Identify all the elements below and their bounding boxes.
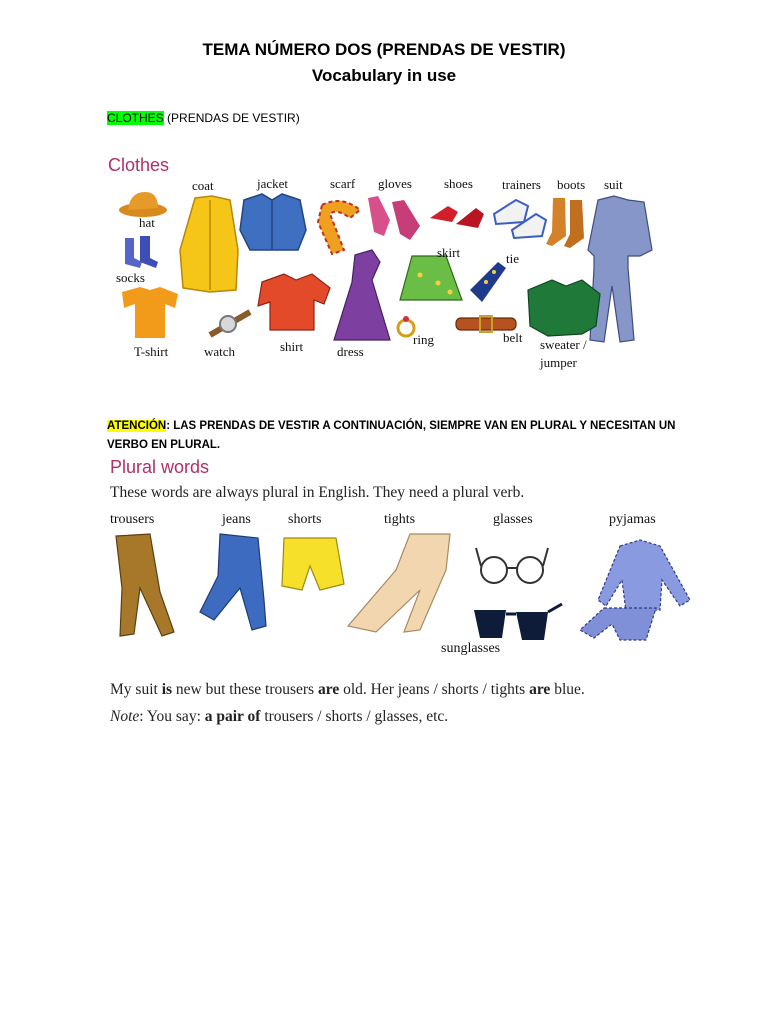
label-glasses: glasses: [493, 512, 533, 527]
clothes-highlight: CLOTHES: [107, 111, 164, 125]
label-pyjamas: pyjamas: [609, 512, 656, 527]
attention-line-2: VERBO EN PLURAL.: [107, 439, 221, 451]
label-watch: watch: [204, 344, 236, 359]
page-title: TEMA NÚMERO DOS (PRENDAS DE VESTIR): [202, 40, 566, 59]
label-trainers: trainers: [502, 177, 541, 192]
label-coat: coat: [192, 178, 214, 193]
label-sunglasses: sunglasses: [441, 641, 501, 656]
page-subtitle: Vocabulary in use: [311, 66, 457, 85]
label-scarf: scarf: [330, 176, 356, 191]
attention-highlight: ATENCIÓN: [107, 420, 167, 432]
trousers-illustration: [116, 534, 174, 636]
clothes-panel-title: Clothes: [108, 155, 170, 175]
pyjamas-illustration: [580, 540, 690, 640]
glasses-illustration: [476, 548, 548, 583]
label-shoes: shoes: [444, 176, 473, 191]
label-boots: boots: [557, 177, 586, 192]
sunglasses-illustration: [474, 604, 562, 640]
label-jacket: jacket: [257, 176, 289, 191]
label-dress: dress: [337, 344, 364, 359]
plural-note: Note: You say: a pair of trousers / shorts / glasses, etc.: [110, 708, 449, 725]
label-hat: hat: [139, 215, 155, 230]
label-sweater: sweater /: [540, 337, 587, 352]
label-trousers: trousers: [110, 512, 155, 527]
attention-line-1: ATENCIÓN: LAS PRENDAS DE VESTIR A CONTINUACIÓN, SIEMPRE VAN EN PLURAL Y NECESITAN UN: [107, 420, 676, 432]
label-ring: ring: [413, 332, 434, 347]
label-suit: suit: [604, 177, 623, 192]
clothes-intro-rest: (PRENDAS DE VESTIR): [163, 111, 300, 125]
plural-example: My suit is new but these trousers are old. Her jeans / shorts / tights are blue.: [110, 681, 585, 698]
label-belt: belt: [503, 330, 523, 345]
label-jumper: jumper: [540, 355, 577, 370]
label-tie: tie: [506, 251, 519, 266]
label-socks: socks: [116, 270, 145, 285]
plural-intro: These words are always plural in English. They need a plural verb.: [110, 484, 525, 501]
label-tshirt: T-shirt: [134, 344, 169, 359]
label-gloves: gloves: [378, 176, 412, 191]
label-tights: tights: [384, 512, 416, 527]
label-shorts: shorts: [288, 512, 322, 527]
plural-panel-title: Plural words: [110, 457, 210, 477]
shorts-illustration: [282, 538, 344, 590]
label-shirt: shirt: [280, 339, 304, 354]
label-skirt: skirt: [437, 245, 461, 260]
tights-illustration: [348, 534, 450, 632]
label-jeans: jeans: [222, 512, 251, 527]
jeans-illustration: [200, 534, 266, 630]
